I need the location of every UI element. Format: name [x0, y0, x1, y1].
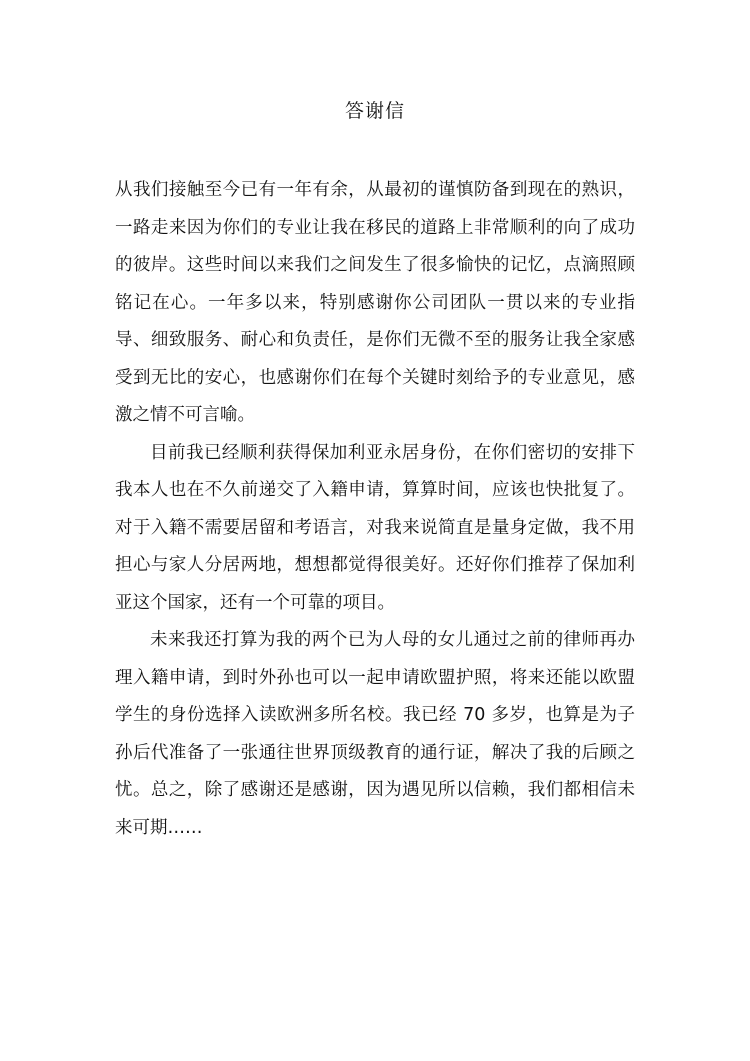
paragraph-1: 从我们接触至今已有一年有余，从最初的谨慎防备到现在的熟识，一路走来因为你们的专业让我在移民的道路上非常顺利的向了成功的彼岸。这些时间以来我们之间发生了很多愉快的记忆，点滴照顾铭记在心。一年多以来，特别感谢你公司团队一贯以来的专业指导、细致服务、耐心和负责任，是你们无微不至的服务让我全家感受到无比的安心，也感谢你们在每个关键时刻给予的专业意见，感激之情不可言喻。 [115, 180, 635, 425]
paragraph-2: 目前我已经顺利获得保加利亚永居身份，在你们密切的安排下我本人也在不久前递交了入籍申请，算算时间，应该也快批复了。对于入籍不需要居留和考语言，对我来说简直是量身定做，我不用担心与家人分居两地，想想都觉得很美好。还好你们推荐了保加利亚这个国家，还有一个可靠的项目。 [115, 442, 635, 613]
letter-title: 答谢信 [344, 100, 405, 122]
paragraph-3: 未来我还打算为我的两个已为人母的女儿通过之前的律师再办理入籍申请，到时外孙也可以一起申请欧盟护照，将来还能以欧盟学生的身份选择入读欧洲多所名校。我已经 70 多岁，也算是为子孙后代准备了一张通往世界顶级教育的通行证，解决了我的后顾之忧。总之，除了感谢还是感谢，因为遇见所以信赖，我们都相信未来可期…… [115, 630, 635, 838]
letter-body [115, 172, 635, 847]
